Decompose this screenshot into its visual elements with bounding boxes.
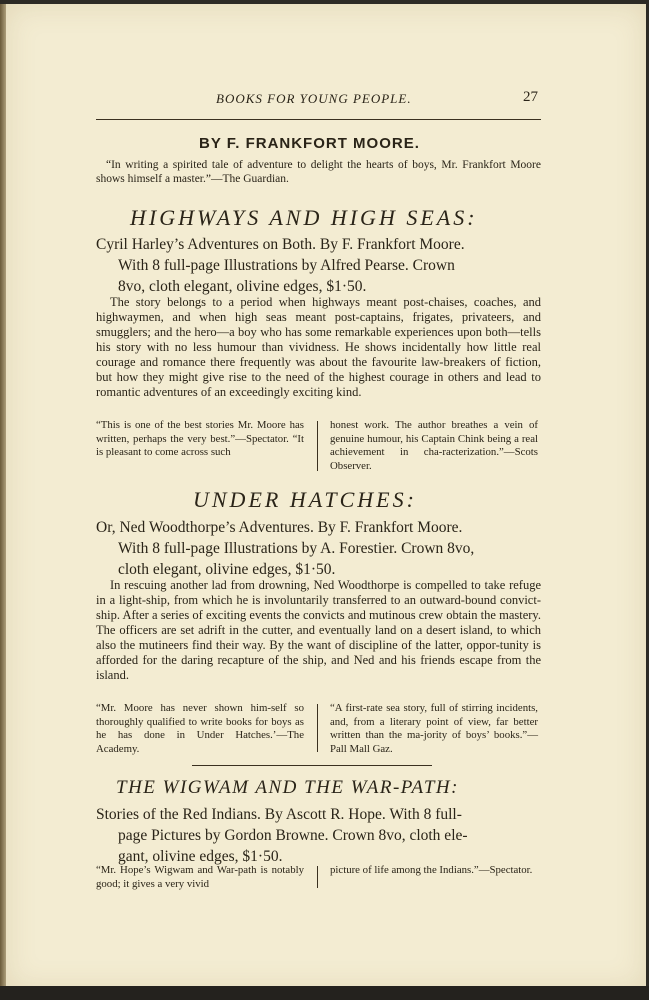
section-separator [192, 765, 432, 766]
review-right-highways: honest work. The author breathes a vein of genuine humour, his Captain Chink being a real achievement in cha-racterization.”—Scots Observer. [330, 419, 538, 472]
subtitle-line: Stories of the Red Indians. By Ascott R. Hope. With 8 full- [96, 806, 462, 823]
book-description-under-hatches: In rescuing another lad from drowning, Ned Woodthorpe is compelled to take refuge in a light-ship, from which he is involuntarily transferred to an outward-bound convict-ship. After a series of exciting events the convicts and mutinous crew obtain the mastery. The officers are set adrift in the cutter, and eventually land on a desert island, to which also the mutineers find their way. By the want of discipline of the latter, oppor-tunity is afforded for the daring recapture of the ship, and Ned and his friends escape from the island. [96, 578, 541, 682]
column-divider [317, 704, 318, 752]
book-title-wigwam: THE WIGWAM AND THE WAR-PATH: [116, 777, 459, 798]
review-left-wigwam: “Mr. Hope’s Wigwam and War-path is notably good; it gives a very vivid [96, 864, 304, 890]
book-subtitle-highways [96, 234, 541, 297]
scan-background [0, 986, 649, 1000]
review-left-under-hatches: “Mr. Moore has never shown him-self so thoroughly qualified to write books for boys as he has done in Under Hatches.’—The Academy. [96, 702, 304, 755]
review-right-wigwam: picture of life among the Indians.”—Spectator. [330, 864, 533, 876]
subtitle-line: gant, olivine edges, $1·50. [118, 848, 283, 865]
book-title-under-hatches: UNDER HATCHES: [193, 487, 417, 512]
review-left-highways: “This is one of the best stories Mr. Moore has written, perhaps the very best.”—Spectator. “It is pleasant to come across such [96, 419, 304, 458]
review-right-under-hatches: “A first-rate sea story, full of stirring incidents, and, from a literary point of view, far better written than the ma-jority of boys’ books.”—Pall Mall Gaz. [330, 702, 538, 755]
page-number: 27 [523, 89, 538, 105]
book-subtitle-wigwam [96, 804, 541, 867]
author-review-quote: “In writing a spirited tale of adventure to delight the hearts of boys, Mr. Frankfort Moore shows himself a master.”—The Guardian. [96, 159, 541, 185]
column-divider [317, 866, 318, 888]
running-header: BOOKS FOR YOUNG PEOPLE. [216, 91, 412, 106]
subtitle-line: page Pictures by Gordon Browne. Crown 8vo, cloth ele- [118, 827, 468, 844]
book-subtitle-under-hatches [96, 517, 541, 580]
subtitle-line: Cyril Harley’s Adventures on Both. By F. Frankfort Moore. [96, 236, 465, 253]
column-divider [317, 421, 318, 471]
subtitle-line: 8vo, cloth elegant, olivine edges, $1·50. [118, 278, 367, 295]
book-description-highways: The story belongs to a period when highways meant post-chaises, coaches, and highwaymen, and when high seas meant post-captains, frigates, privateers, and smugglers; and the hero—a boy who has some remarkable experiences upon both—tells his story with no less humour than vividness. He shows incidentally how little real courage and romance there frequently was about the favourite law-breakers of fiction, but how they might give rise to the need of the highest courage in others and lead to romantic adventures of an exceedingly exciting kind. [96, 295, 541, 399]
subtitle-line: With 8 full-page Illustrations by A. Forestier. Crown 8vo, [118, 540, 475, 557]
author-heading: BY F. FRANKFORT MOORE. [199, 135, 420, 152]
subtitle-line: cloth elegant, olivine edges, $1·50. [118, 561, 336, 578]
subtitle-line: Or, Ned Woodthorpe’s Adventures. By F. Frankfort Moore. [96, 519, 463, 536]
subtitle-line: With 8 full-page Illustrations by Alfred Pearse. Crown [118, 257, 455, 274]
book-title-highways: HIGHWAYS AND HIGH SEAS: [130, 205, 478, 230]
header-rule [96, 119, 541, 120]
